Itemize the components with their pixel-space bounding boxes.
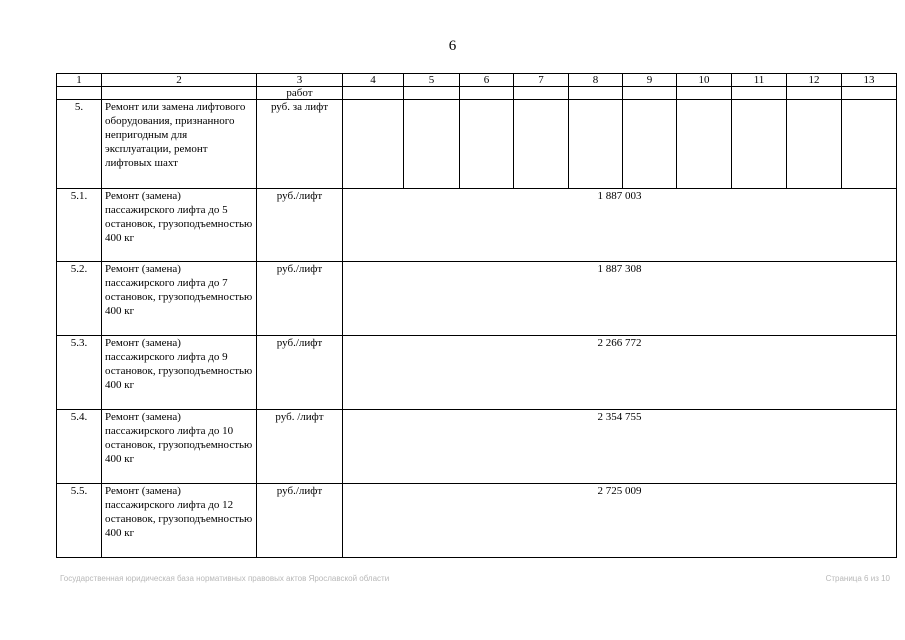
row-number: 5.3.: [57, 336, 102, 410]
price-table: [56, 73, 897, 558]
work-name: Ремонт (замена) пассажирского лифта до 9 остановок, грузоподъемностью 400 кг: [102, 336, 257, 410]
header-cell: 9: [623, 74, 677, 87]
unit-cell: работ: [257, 87, 343, 100]
row-number: 5.1.: [57, 189, 102, 262]
price-cell: 2 266 772: [343, 336, 897, 410]
table-row: [57, 262, 897, 336]
table-row: [57, 100, 897, 189]
header-cell: 13: [842, 74, 897, 87]
table-cell: [623, 100, 677, 189]
table-cell: [787, 87, 842, 100]
table-cell: [404, 100, 460, 189]
row-number: 5.4.: [57, 410, 102, 484]
table-cell: [623, 87, 677, 100]
table-cell: [57, 87, 102, 100]
table-cell: [732, 100, 787, 189]
table-cell: [569, 100, 623, 189]
table-cell: [677, 100, 732, 189]
header-cell: 10: [677, 74, 732, 87]
header-cell: 7: [514, 74, 569, 87]
row-number: 5.5.: [57, 484, 102, 558]
table-cell: [569, 87, 623, 100]
work-name: Ремонт (замена) пассажирского лифта до 5 остановок, грузоподъемностью 400 кг: [102, 189, 257, 262]
table-row: [57, 484, 897, 558]
work-name: Ремонт (замена) пассажирского лифта до 12 остановок, грузоподъемностью 400 кг: [102, 484, 257, 558]
table-cell: [677, 87, 732, 100]
table-cell: [514, 87, 569, 100]
unit-cell: руб./лифт: [257, 189, 343, 262]
unit-cell: руб./лифт: [257, 262, 343, 336]
table-cell: [514, 100, 569, 189]
price-cell: 2 354 755: [343, 410, 897, 484]
work-name: Ремонт (замена) пассажирского лифта до 7 остановок, грузоподъемностью 400 кг: [102, 262, 257, 336]
table-cell: [842, 100, 897, 189]
price-cell: 2 725 009: [343, 484, 897, 558]
row-number: 5.: [57, 100, 102, 189]
page-number: 6: [448, 38, 457, 54]
table-cell: [404, 87, 460, 100]
row-number: 5.2.: [57, 262, 102, 336]
table-row: [57, 410, 897, 484]
table-cell: [343, 87, 404, 100]
table-cell: [787, 100, 842, 189]
header-cell: 5: [404, 74, 460, 87]
header-row: [57, 74, 897, 87]
footer-source: Государственная юридическая база нормативных правовых актов Ярославской области: [60, 574, 390, 583]
unit-cell: руб. /лифт: [257, 410, 343, 484]
header-cell: 4: [343, 74, 404, 87]
header-cell: 12: [787, 74, 842, 87]
table-cell: [732, 87, 787, 100]
unit-cell: руб./лифт: [257, 336, 343, 410]
table-row: [57, 189, 897, 262]
header-cell: 8: [569, 74, 623, 87]
unit-cell: руб. за лифт: [257, 100, 343, 189]
price-cell: 1 887 003: [343, 189, 897, 262]
header-cell: 3: [257, 74, 343, 87]
header-cell: 6: [460, 74, 514, 87]
table-cell: [102, 87, 257, 100]
continuation-row: [57, 87, 897, 100]
work-name: Ремонт (замена) пассажирского лифта до 10 остановок, грузоподъемностью 400 кг: [102, 410, 257, 484]
table-cell: [460, 87, 514, 100]
table-cell: [343, 100, 404, 189]
header-cell: 11: [732, 74, 787, 87]
footer-page-counter: Страница 6 из 10: [825, 574, 890, 583]
header-cell: 1: [57, 74, 102, 87]
work-name: Ремонт или замена лифтового оборудования, признанного непригодным для эксплуатации, ремонт лифтовых шахт: [102, 100, 257, 189]
unit-cell: руб./лифт: [257, 484, 343, 558]
price-cell: 1 887 308: [343, 262, 897, 336]
table-cell: [460, 100, 514, 189]
table-cell: [842, 87, 897, 100]
header-cell: 2: [102, 74, 257, 87]
table-row: [57, 336, 897, 410]
